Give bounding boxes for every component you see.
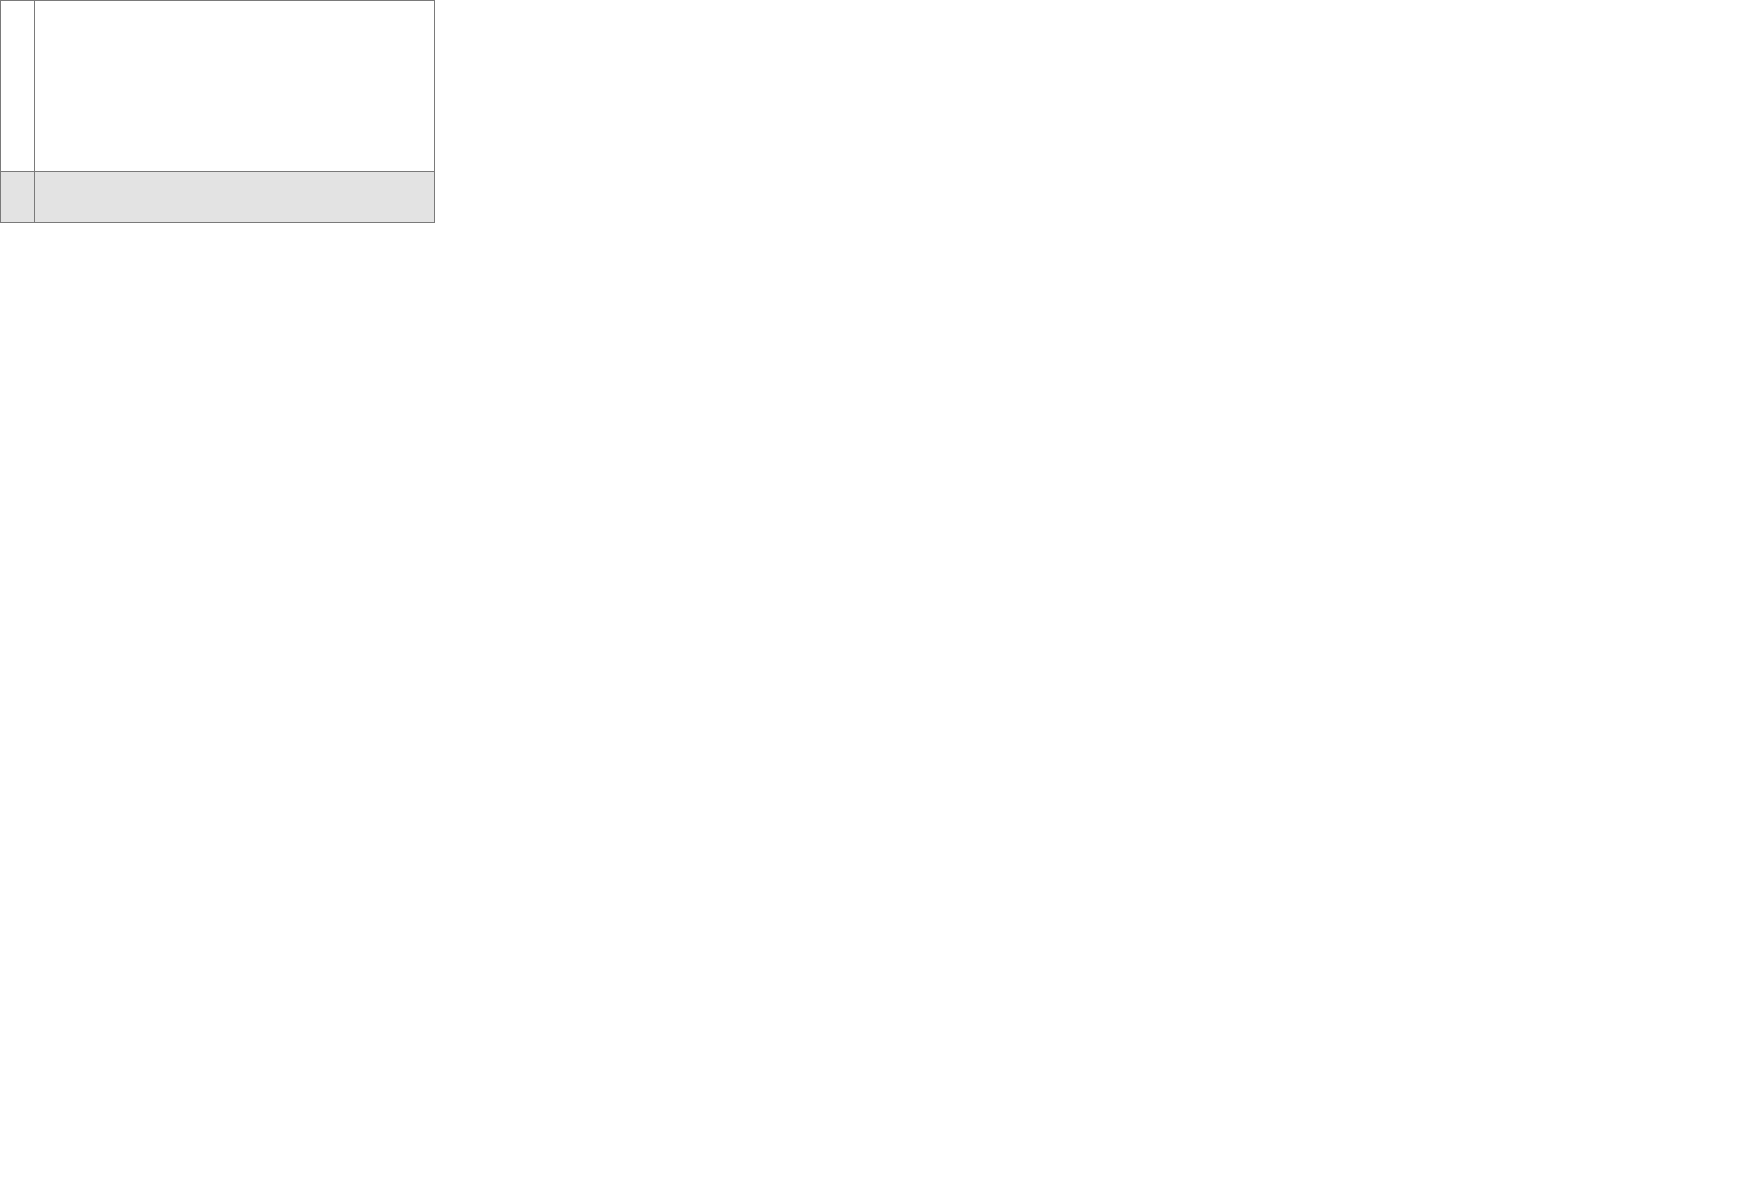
table-header [1, 1, 1755, 223]
interchange-label [35, 1, 435, 172]
data-table [0, 0, 1755, 223]
header-top-row [1, 1, 1755, 172]
number-header [1, 172, 35, 223]
header-date-row [1, 172, 1755, 223]
header-blank-cell [1, 1, 35, 172]
name-header [35, 172, 435, 223]
